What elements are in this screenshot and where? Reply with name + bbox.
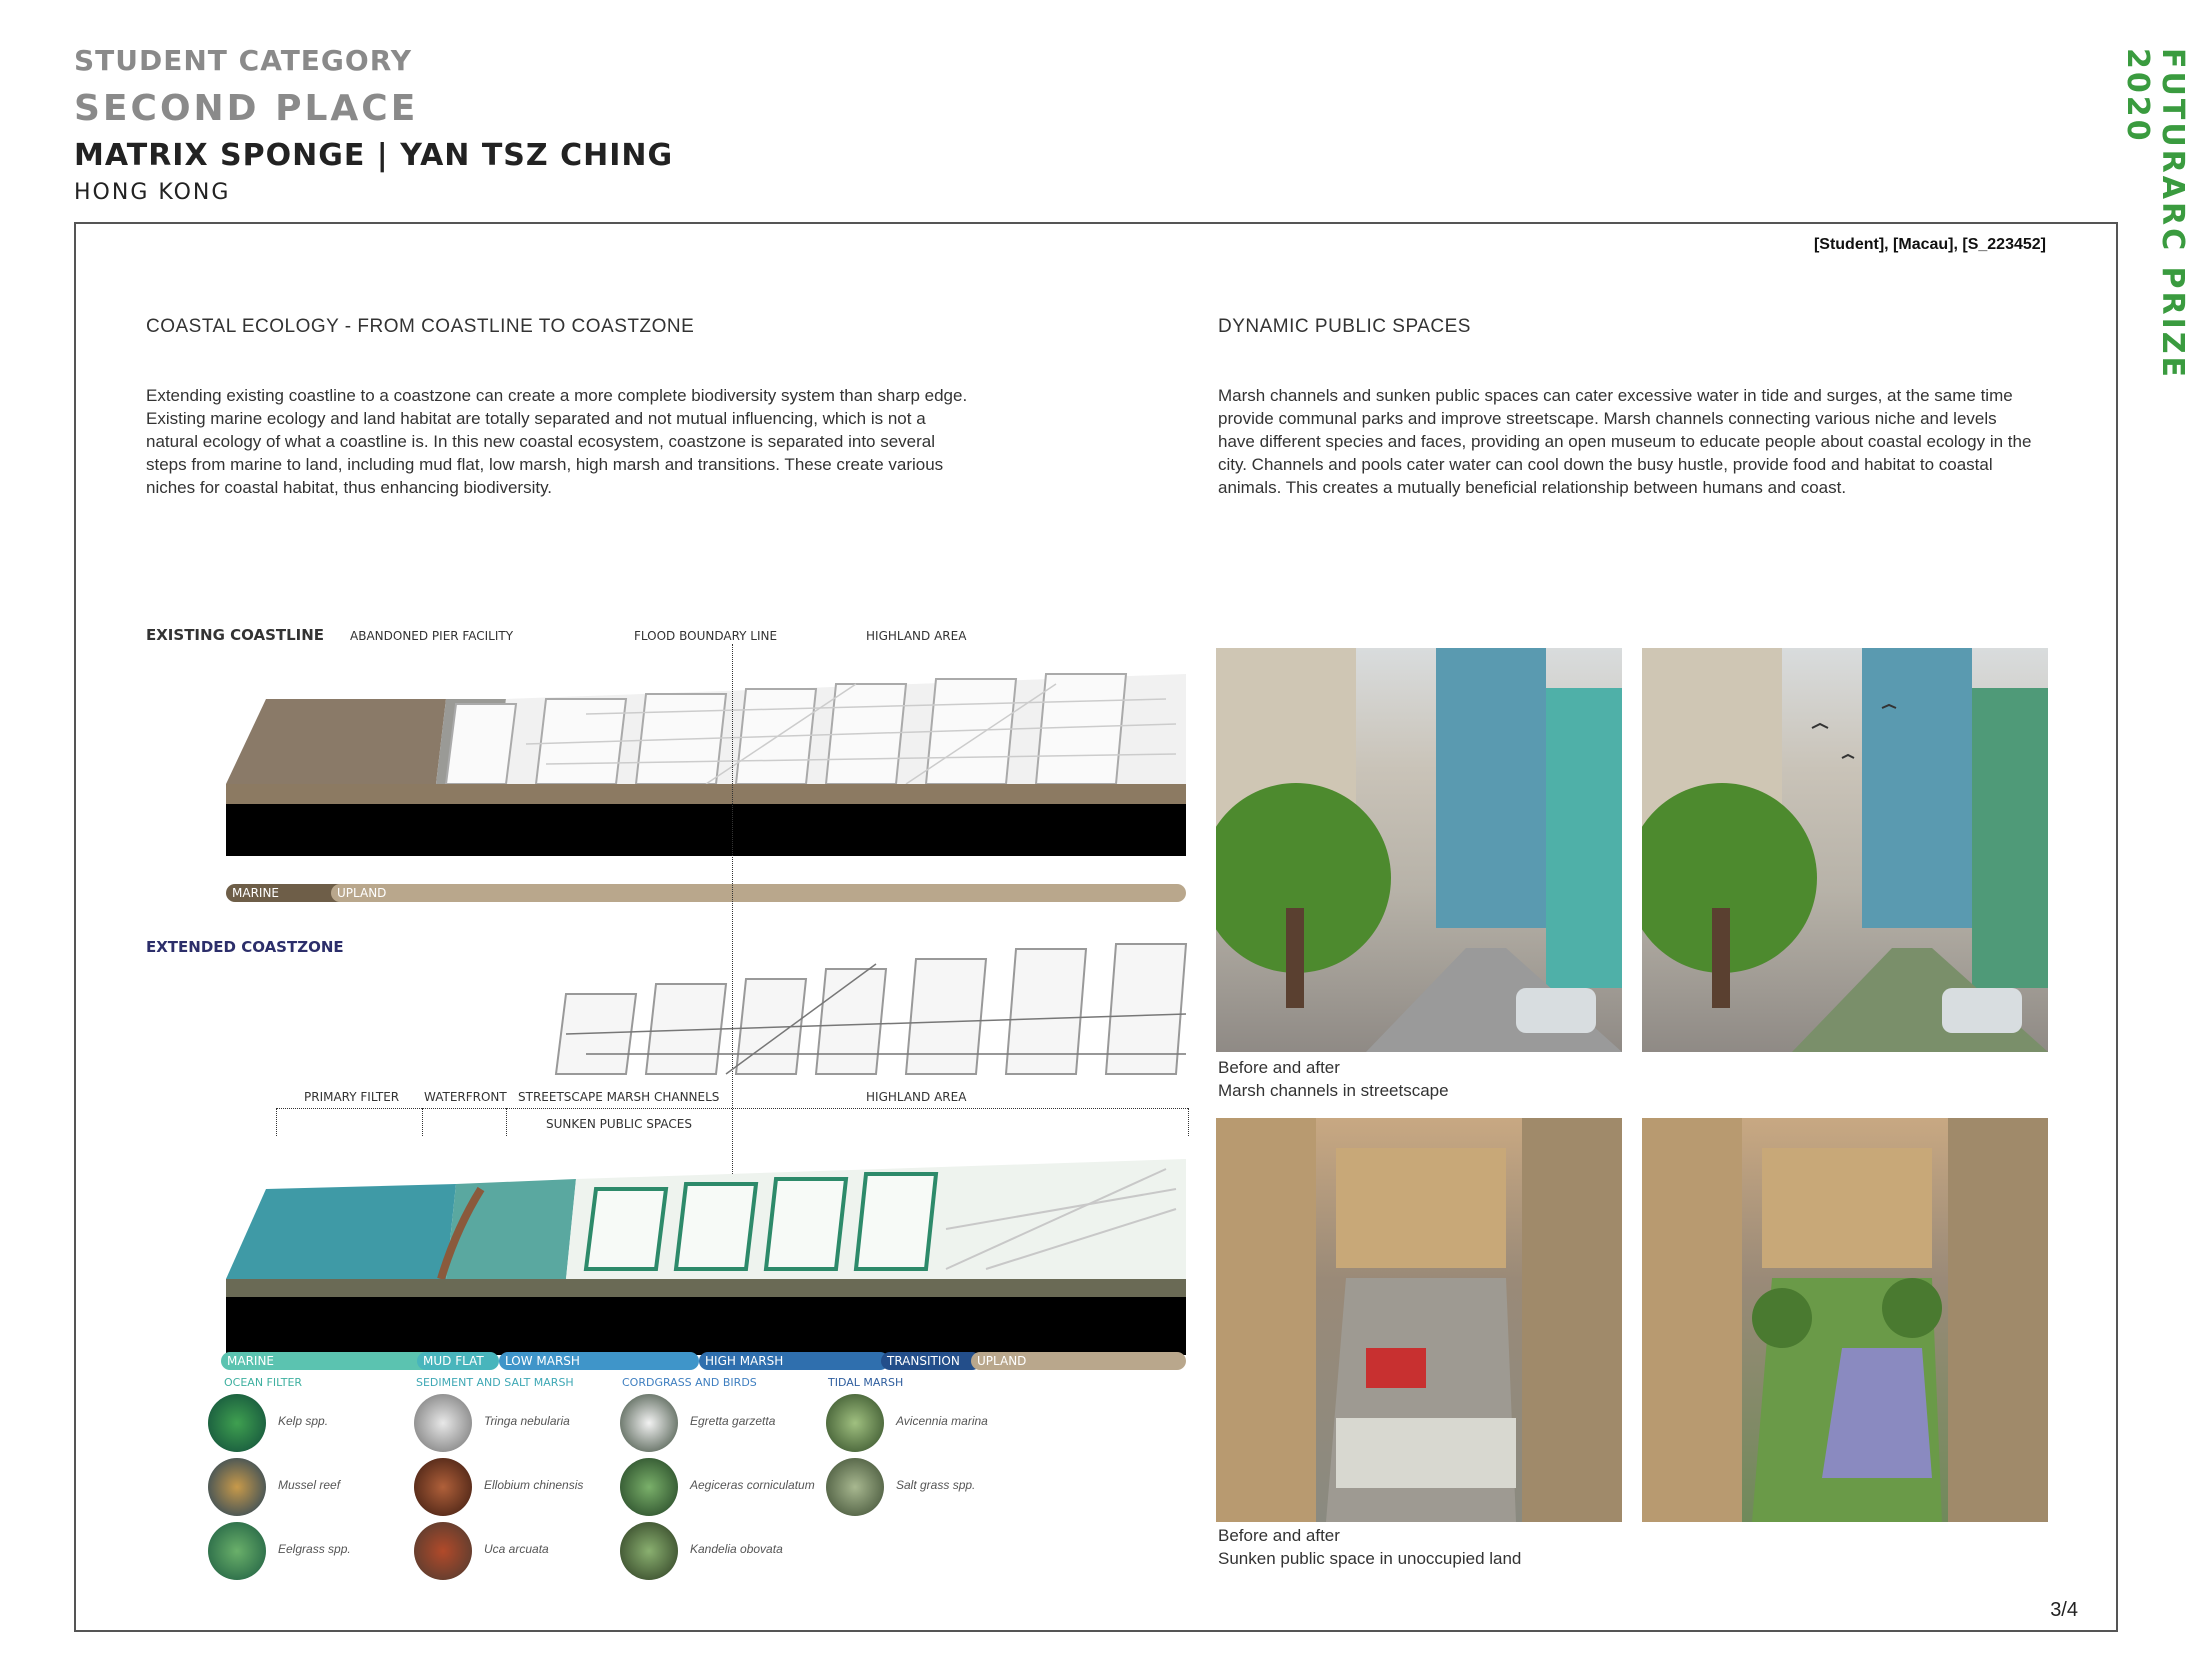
label-abandoned-pier: ABANDONED PIER FACILITY xyxy=(350,629,514,643)
eelgrass-image xyxy=(208,1522,266,1580)
kandelia-image xyxy=(620,1522,678,1580)
bar-marine: MARINE xyxy=(226,884,349,902)
egretta-image xyxy=(620,1394,678,1452)
streetscape-caption-a: Before and after xyxy=(1218,1058,1340,1077)
streetscape-caption-b: Marsh channels in streetscape xyxy=(1218,1081,1449,1100)
species-item xyxy=(826,1458,1026,1516)
label-highland-area-2: HIGHLAND AREA xyxy=(866,1090,967,1104)
avicennia-image xyxy=(826,1394,884,1452)
location-label: HONG KONG xyxy=(74,180,231,205)
bar-upland-2: UPLAND xyxy=(971,1352,1186,1370)
species-name: Aegiceras corniculatum xyxy=(690,1478,815,1492)
label-waterfront: WATERFRONT xyxy=(424,1090,507,1104)
species-name: Kelp spp. xyxy=(278,1414,329,1428)
project-title: MATRIX SPONGE | YAN TSZ CHING xyxy=(74,138,674,173)
extended-coastzone-title: EXTENDED COASTZONE xyxy=(146,938,344,956)
category-label: STUDENT CATEGORY xyxy=(74,44,413,77)
species-item xyxy=(208,1522,408,1580)
species-name: Tringa nebularia xyxy=(484,1414,570,1428)
public-spaces-body: Marsh channels and sunken public spaces can cater excessive water in tide and surges, at the same time provide communal parks and improve streetscape. Marsh channels connecting various niche and levels have different species and faces, providing an open museum to educate people about coastal ecology in the city. Channels and pools cater water can cool down the busy hustle, provide food and habitat to coastal animals. This creates a mutually beneficial relationship between humans and coast. xyxy=(1218,386,2032,497)
submission-code: [Student], [Macau], [S_223452] xyxy=(1813,236,2046,253)
extended-buildings-diagram xyxy=(546,924,1196,1084)
streetscape-after-photo xyxy=(1642,648,2048,1052)
coastal-ecology-title: COASTAL ECOLOGY - FROM COASTLINE TO COASTZONE xyxy=(146,316,695,337)
label-streetscape-marsh: STREETSCAPE MARSH CHANNELS xyxy=(518,1090,720,1104)
species-item xyxy=(414,1522,614,1580)
label-highland-area: HIGHLAND AREA xyxy=(866,629,967,643)
species-name: Egretta garzetta xyxy=(690,1414,776,1428)
bar-marine-2: MARINE xyxy=(221,1352,443,1370)
label-flood-boundary: FLOOD BOUNDARY LINE xyxy=(634,629,778,643)
sublabel-tidal-marsh: TIDAL MARSH xyxy=(828,1376,904,1389)
sublabel-cordgrass: CORDGRASS AND BIRDS xyxy=(622,1376,757,1389)
existing-coastline-title: EXISTING COASTLINE xyxy=(146,626,325,644)
species-item xyxy=(414,1458,614,1516)
species-item xyxy=(208,1458,408,1516)
uca-image xyxy=(414,1522,472,1580)
salt-grass-image xyxy=(826,1458,884,1516)
species-item xyxy=(620,1394,820,1452)
aegiceras-image xyxy=(620,1458,678,1516)
extended-coastzone-diagram xyxy=(206,1129,1196,1359)
bar-transition: TRANSITION xyxy=(881,1352,981,1370)
sublabel-sediment: SEDIMENT AND SALT MARSH xyxy=(416,1376,574,1389)
sunken-space-before-photo xyxy=(1216,1118,1622,1522)
species-name: Mussel reef xyxy=(278,1478,341,1492)
place-label: SECOND PLACE xyxy=(74,88,419,129)
species-name: Kandelia obovata xyxy=(690,1542,783,1556)
zone-bracket-line xyxy=(276,1108,1188,1109)
bar-low-marsh: LOW MARSH xyxy=(499,1352,699,1370)
ellobium-image xyxy=(414,1458,472,1516)
species-name: Ellobium chinensis xyxy=(484,1478,584,1492)
species-item xyxy=(414,1394,614,1452)
tringa-image xyxy=(414,1394,472,1452)
label-sunken-public: SUNKEN PUBLIC SPACES xyxy=(546,1117,692,1131)
sunken-caption-a: Before and after xyxy=(1218,1526,1340,1545)
existing-coastline-diagram xyxy=(206,644,1196,894)
sublabel-ocean-filter: OCEAN FILTER xyxy=(224,1376,303,1389)
species-name: Eelgrass spp. xyxy=(278,1542,351,1556)
species-name: Avicennia marina xyxy=(896,1414,988,1428)
species-item xyxy=(826,1394,1026,1452)
streetscape-before-photo xyxy=(1216,648,1622,1052)
species-item xyxy=(620,1458,820,1516)
prize-vertical-title: FUTURARC PRIZE 2020 xyxy=(2120,48,2190,381)
species-item xyxy=(208,1394,408,1452)
coastal-ecology-body: Extending existing coastline to a coastzone can create a more complete biodiversity system than sharp edge. Existing marine ecology and land habitat are totally separated and not mutual influencing, which is not a natural ecology of what a coastline is. In this new coastal ecosystem, coastzone is separated into several steps from marine to land, including mud flat, low marsh, high marsh and transitions. These create various niches for coastal habitat, thus enhancing biodiversity. xyxy=(146,386,968,497)
label-primary-filter: PRIMARY FILTER xyxy=(304,1090,400,1104)
mussel-reef-image xyxy=(208,1458,266,1516)
species-name: Salt grass spp. xyxy=(896,1478,976,1492)
species-name: Uca arcuata xyxy=(484,1542,549,1556)
page-number: 3/4 xyxy=(2050,1599,2078,1621)
board-panel xyxy=(74,222,2118,1632)
sunken-space-after-photo xyxy=(1642,1118,2048,1522)
kelp-image xyxy=(208,1394,266,1452)
public-spaces-title: DYNAMIC PUBLIC SPACES xyxy=(1218,316,1471,337)
sunken-caption-b: Sunken public space in unoccupied land xyxy=(1218,1549,1522,1568)
bar-upland: UPLAND xyxy=(331,884,1186,902)
species-item xyxy=(620,1522,820,1580)
bar-mud-flat: MUD FLAT xyxy=(417,1352,499,1370)
bar-high-marsh: HIGH MARSH xyxy=(699,1352,889,1370)
